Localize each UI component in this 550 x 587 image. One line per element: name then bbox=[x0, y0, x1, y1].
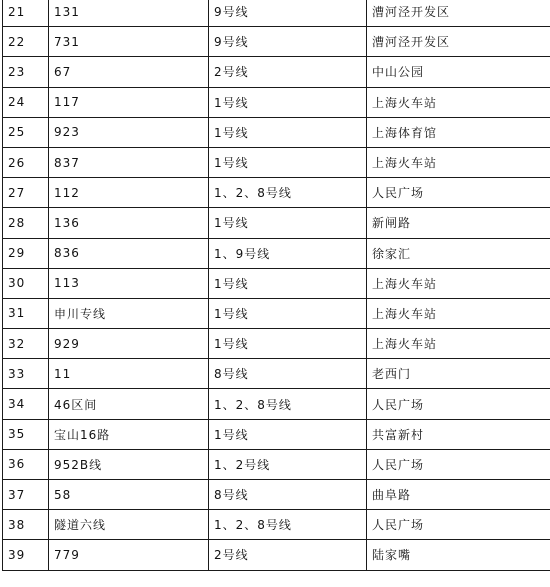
cell-metro-lines: 8号线 bbox=[209, 480, 367, 510]
cell-row-number: 38 bbox=[3, 510, 49, 540]
cell-station: 漕河泾开发区 bbox=[367, 27, 550, 57]
cell-station: 上海火车站 bbox=[367, 268, 550, 298]
cell-row-number: 25 bbox=[3, 117, 49, 147]
cell-station: 共富新村 bbox=[367, 419, 550, 449]
cell-row-number: 37 bbox=[3, 480, 49, 510]
table-row bbox=[3, 480, 550, 510]
cell-station: 新闸路 bbox=[367, 208, 550, 238]
cell-bus-line: 67 bbox=[49, 57, 209, 87]
cell-station: 中山公园 bbox=[367, 57, 550, 87]
cell-station: 上海火车站 bbox=[367, 87, 550, 117]
cell-row-number: 36 bbox=[3, 449, 49, 479]
cell-metro-lines: 1号线 bbox=[209, 419, 367, 449]
cell-bus-line: 58 bbox=[49, 480, 209, 510]
table-row bbox=[3, 540, 550, 570]
cell-station: 人民广场 bbox=[367, 449, 550, 479]
table-row bbox=[3, 208, 550, 238]
cell-bus-line: 836 bbox=[49, 238, 209, 268]
cell-station: 上海火车站 bbox=[367, 147, 550, 177]
table-row bbox=[3, 329, 550, 359]
cell-station: 老西门 bbox=[367, 359, 550, 389]
cell-row-number: 30 bbox=[3, 268, 49, 298]
cell-metro-lines: 2号线 bbox=[209, 540, 367, 570]
cell-row-number: 28 bbox=[3, 208, 49, 238]
cell-row-number: 23 bbox=[3, 57, 49, 87]
cell-row-number: 21 bbox=[3, 0, 49, 27]
table-row bbox=[3, 0, 550, 27]
cell-station: 上海体育馆 bbox=[367, 117, 550, 147]
cell-metro-lines: 1号线 bbox=[209, 117, 367, 147]
cell-station: 陆家嘴 bbox=[367, 540, 550, 570]
cell-metro-lines: 1、2、8号线 bbox=[209, 510, 367, 540]
table-row bbox=[3, 359, 550, 389]
cell-bus-line: 131 bbox=[49, 0, 209, 27]
cell-metro-lines: 1、2号线 bbox=[209, 449, 367, 479]
cell-metro-lines: 1号线 bbox=[209, 329, 367, 359]
cell-metro-lines: 2号线 bbox=[209, 57, 367, 87]
cell-bus-line: 929 bbox=[49, 329, 209, 359]
cell-row-number: 26 bbox=[3, 147, 49, 177]
table-row bbox=[3, 117, 550, 147]
cell-bus-line: 731 bbox=[49, 27, 209, 57]
cell-metro-lines: 1号线 bbox=[209, 208, 367, 238]
cell-metro-lines: 1号线 bbox=[209, 268, 367, 298]
table-row bbox=[3, 147, 550, 177]
cell-row-number: 33 bbox=[3, 359, 49, 389]
cell-row-number: 32 bbox=[3, 329, 49, 359]
table-row bbox=[3, 268, 550, 298]
cell-row-number: 35 bbox=[3, 419, 49, 449]
table-row bbox=[3, 27, 550, 57]
table-row bbox=[3, 449, 550, 479]
bus-metro-transfer-table bbox=[2, 0, 550, 571]
cell-station: 徐家汇 bbox=[367, 238, 550, 268]
cell-bus-line: 申川专线 bbox=[49, 298, 209, 328]
cell-row-number: 29 bbox=[3, 238, 49, 268]
cell-bus-line: 112 bbox=[49, 178, 209, 208]
cell-station: 曲阜路 bbox=[367, 480, 550, 510]
cell-bus-line: 117 bbox=[49, 87, 209, 117]
cell-row-number: 24 bbox=[3, 87, 49, 117]
cell-row-number: 39 bbox=[3, 540, 49, 570]
cell-bus-line: 952B线 bbox=[49, 449, 209, 479]
table-row bbox=[3, 178, 550, 208]
table-row bbox=[3, 419, 550, 449]
cell-station: 漕河泾开发区 bbox=[367, 0, 550, 27]
cell-metro-lines: 9号线 bbox=[209, 0, 367, 27]
cell-metro-lines: 1号线 bbox=[209, 87, 367, 117]
cell-metro-lines: 9号线 bbox=[209, 27, 367, 57]
cell-row-number: 31 bbox=[3, 298, 49, 328]
cell-station: 人民广场 bbox=[367, 178, 550, 208]
cell-metro-lines: 1、2、8号线 bbox=[209, 389, 367, 419]
cell-row-number: 34 bbox=[3, 389, 49, 419]
table-row bbox=[3, 238, 550, 268]
cell-metro-lines: 1号线 bbox=[209, 298, 367, 328]
table-row bbox=[3, 57, 550, 87]
cell-bus-line: 46区间 bbox=[49, 389, 209, 419]
cell-bus-line: 923 bbox=[49, 117, 209, 147]
cell-bus-line: 11 bbox=[49, 359, 209, 389]
table-row bbox=[3, 298, 550, 328]
table-row bbox=[3, 87, 550, 117]
cell-bus-line: 宝山16路 bbox=[49, 419, 209, 449]
cell-bus-line: 779 bbox=[49, 540, 209, 570]
cell-row-number: 27 bbox=[3, 178, 49, 208]
cell-station: 人民广场 bbox=[367, 510, 550, 540]
cell-row-number: 22 bbox=[3, 27, 49, 57]
cell-metro-lines: 1、2、8号线 bbox=[209, 178, 367, 208]
cell-bus-line: 136 bbox=[49, 208, 209, 238]
cell-station: 上海火车站 bbox=[367, 298, 550, 328]
cell-metro-lines: 8号线 bbox=[209, 359, 367, 389]
cell-station: 人民广场 bbox=[367, 389, 550, 419]
cell-bus-line: 隧道六线 bbox=[49, 510, 209, 540]
table-row bbox=[3, 510, 550, 540]
cell-bus-line: 113 bbox=[49, 268, 209, 298]
cell-metro-lines: 1号线 bbox=[209, 147, 367, 177]
table-body bbox=[3, 0, 550, 570]
cell-metro-lines: 1、9号线 bbox=[209, 238, 367, 268]
table-row bbox=[3, 389, 550, 419]
cell-bus-line: 837 bbox=[49, 147, 209, 177]
cell-station: 上海火车站 bbox=[367, 329, 550, 359]
